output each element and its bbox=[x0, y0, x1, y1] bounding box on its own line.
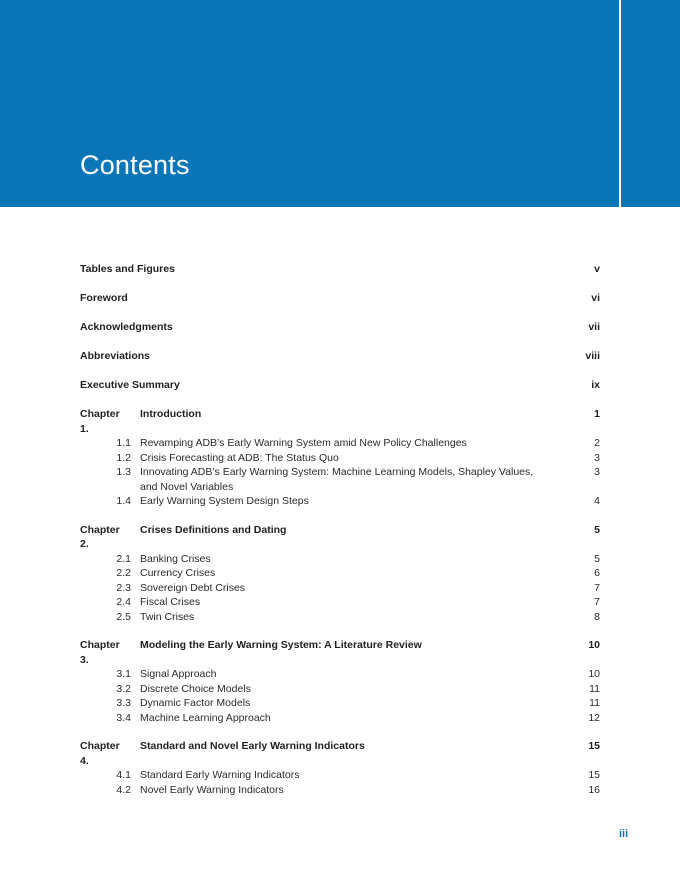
section-title: Banking Crises bbox=[140, 552, 211, 565]
section-title: Machine Learning Approach bbox=[140, 711, 271, 724]
chapter-heading[interactable] bbox=[80, 638, 600, 667]
toc-entry-page: v bbox=[594, 263, 600, 275]
chapter-page: 5 bbox=[594, 523, 600, 536]
section-page: 5 bbox=[594, 552, 600, 565]
chapter-page: 15 bbox=[588, 740, 600, 752]
section-number: 2.2 bbox=[116, 567, 131, 579]
chapter-block-4 bbox=[80, 739, 600, 797]
section-number: 3.1 bbox=[116, 668, 131, 680]
toc-entry-label: Abbreviations bbox=[80, 350, 151, 362]
section-page: 12 bbox=[588, 711, 600, 724]
section-number: 3.4 bbox=[116, 711, 131, 724]
section-entry[interactable] bbox=[80, 581, 600, 596]
section-entry[interactable] bbox=[80, 595, 600, 610]
toc-entry-executive-summary[interactable] bbox=[80, 378, 600, 392]
section-number: 4.2 bbox=[116, 783, 131, 796]
section-title: Signal Approach bbox=[140, 668, 217, 680]
chapter-heading[interactable] bbox=[80, 739, 600, 768]
toc-entry-page: ix bbox=[591, 379, 600, 391]
section-entry[interactable] bbox=[80, 451, 600, 466]
toc-entry-label: Executive Summary bbox=[80, 379, 180, 391]
section-page: 11 bbox=[589, 682, 600, 695]
chapter-title: Introduction bbox=[140, 408, 202, 420]
section-entry[interactable] bbox=[80, 682, 600, 697]
section-page: 7 bbox=[594, 596, 600, 608]
chapter-heading[interactable] bbox=[80, 523, 600, 552]
section-entry[interactable] bbox=[80, 783, 600, 798]
section-number: 3.3 bbox=[116, 697, 131, 709]
section-title: Currency Crises bbox=[140, 567, 216, 579]
chapter-page: 10 bbox=[588, 639, 600, 651]
section-title: Fiscal Crises bbox=[140, 596, 201, 608]
section-title: Revamping ADB’s Early Warning System amid New Policy Challenges bbox=[140, 437, 467, 449]
chapter-block-1 bbox=[80, 407, 600, 509]
toc-entry-acknowledgments[interactable] bbox=[80, 320, 600, 334]
section-page: 6 bbox=[594, 567, 600, 579]
section-number: 1.4 bbox=[116, 495, 131, 507]
section-entry[interactable] bbox=[80, 566, 600, 581]
section-entry[interactable] bbox=[80, 667, 600, 682]
chapter-number: Chapter 2. bbox=[80, 523, 120, 550]
section-page: 4 bbox=[594, 495, 600, 507]
toc-entry-label: Acknowledgments bbox=[80, 321, 173, 333]
section-title: Standard Early Warning Indicators bbox=[140, 769, 300, 781]
section-entry[interactable] bbox=[80, 494, 600, 509]
section-number: 2.1 bbox=[116, 552, 131, 565]
page-title: Contents bbox=[80, 150, 190, 180]
section-number: 1.2 bbox=[116, 451, 131, 464]
section-entry[interactable] bbox=[80, 711, 600, 726]
section-number: 1.1 bbox=[116, 437, 131, 449]
section-title: Discrete Choice Models bbox=[140, 682, 251, 695]
section-number: 4.1 bbox=[116, 769, 131, 781]
toc-entry-page: vii bbox=[588, 321, 600, 333]
section-page: 10 bbox=[588, 668, 600, 680]
toc-entry-page: vi bbox=[591, 292, 600, 304]
section-title: Early Warning System Design Steps bbox=[140, 495, 309, 507]
section-number: 2.3 bbox=[116, 581, 131, 594]
section-page: 2 bbox=[594, 437, 600, 449]
section-number: 1.3 bbox=[116, 466, 131, 478]
chapter-number: Chapter 1. bbox=[80, 408, 120, 435]
section-page: 15 bbox=[588, 769, 600, 781]
section-page: 3 bbox=[594, 466, 600, 478]
section-page: 16 bbox=[588, 783, 600, 796]
chapter-number: Chapter 4. bbox=[80, 740, 120, 767]
chapter-block-2 bbox=[80, 523, 600, 625]
section-page: 8 bbox=[594, 610, 600, 623]
toc-entry-foreword[interactable] bbox=[80, 291, 600, 305]
section-number: 3.2 bbox=[116, 682, 131, 695]
toc-entry-label: Foreword bbox=[80, 292, 128, 304]
section-title: Sovereign Debt Crises bbox=[140, 581, 246, 594]
section-page: 11 bbox=[589, 697, 600, 709]
chapter-heading[interactable] bbox=[80, 407, 600, 436]
section-entry[interactable] bbox=[80, 768, 600, 783]
section-number: 2.5 bbox=[116, 610, 131, 623]
banner-divider bbox=[619, 0, 621, 207]
section-page: 3 bbox=[594, 451, 600, 464]
chapter-page: 1 bbox=[594, 408, 600, 420]
section-entry[interactable] bbox=[80, 552, 600, 567]
table-of-contents bbox=[80, 262, 600, 811]
section-title: Crisis Forecasting at ADB: The Status Quo bbox=[140, 451, 339, 464]
section-number: 2.4 bbox=[116, 596, 131, 608]
chapter-title: Standard and Novel Early Warning Indicators bbox=[140, 740, 365, 752]
section-entry[interactable] bbox=[80, 436, 600, 451]
toc-entry-abbreviations[interactable] bbox=[80, 349, 600, 363]
toc-entry-label: Tables and Figures bbox=[80, 263, 175, 275]
section-page: 7 bbox=[594, 581, 600, 594]
chapter-number: Chapter 3. bbox=[80, 639, 120, 666]
header-banner bbox=[0, 0, 680, 207]
toc-entry-page: viii bbox=[585, 350, 600, 362]
section-title: Innovating ADB’s Early Warning System: Machine Learning Models, Shapley Values, and Novel Variables bbox=[140, 466, 534, 493]
page-number: iii bbox=[619, 828, 629, 840]
section-title: Twin Crises bbox=[140, 610, 195, 623]
section-entry[interactable] bbox=[80, 696, 600, 711]
section-entry[interactable] bbox=[80, 465, 600, 494]
chapter-title: Modeling the Early Warning System: A Literature Review bbox=[140, 639, 422, 651]
section-entry[interactable] bbox=[80, 610, 600, 625]
chapter-block-3 bbox=[80, 638, 600, 725]
chapter-title: Crises Definitions and Dating bbox=[140, 523, 287, 536]
section-title: Dynamic Factor Models bbox=[140, 697, 251, 709]
toc-entry-tables-and-figures[interactable] bbox=[80, 262, 600, 276]
section-title: Novel Early Warning Indicators bbox=[140, 783, 284, 796]
